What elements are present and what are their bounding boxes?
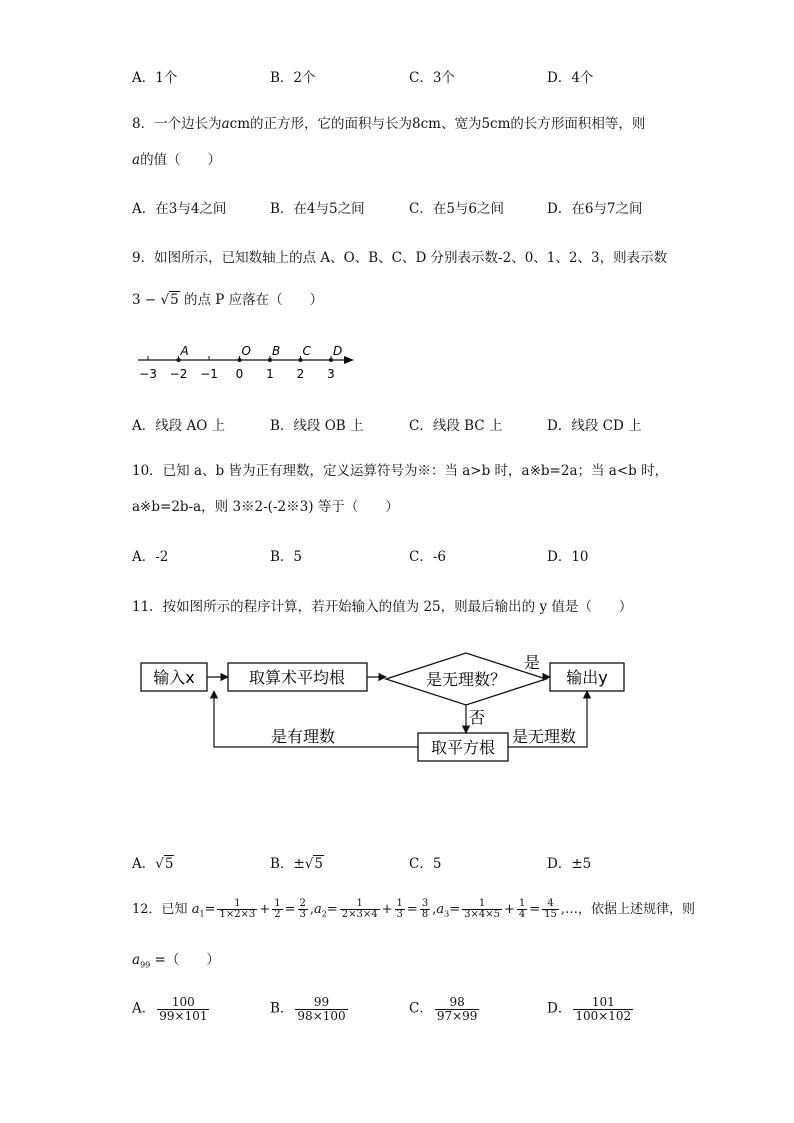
q11-option-a[interactable]: A．√5 (132, 856, 174, 872)
q9-stem-line2: 3 − √5 的点 P 应落在（ ） (132, 292, 324, 308)
number-line-point-label: B (272, 344, 281, 358)
number-line-point (177, 358, 181, 362)
q12-stem-line2: $a_{99}$ =（ ） (132, 952, 220, 970)
q7-option-d[interactable]: D．4个 (547, 70, 594, 86)
q10-options (132, 545, 692, 565)
q10-option-a[interactable]: A．-2 (132, 549, 169, 565)
number-line-tick-label: 3 (327, 367, 335, 381)
q12-options (132, 996, 692, 1032)
number-line-tick-label: −3 (139, 367, 157, 381)
number-line-point-label: A (180, 344, 189, 358)
q10-stem-line2: a※b=2b-a，则 3※2-(-2※3) 等于（ ） (132, 499, 399, 515)
q12-stem-line1: 12．已知 $a_1=$ $\frac{1}{1\times 2\times 3}$ + $\frac{1}{2}$ = $\frac{2}{3}$ $,a_2=$ $\frac{1}{2\times 3\times 4}$ + $\frac{1}{3}$ = $\frac{3}{8}$ $,a_3=$ $\frac{1}{3\times 4\times 5}$ + $\frac{1}{4}$ = $\frac{4}{15}$ ,…，依据上述规律，则 (132, 897, 696, 920)
q8-stem-line1: 8．一个边长为acm的正方形，它的面积与长为8cm、宽为5cm的长方形面积相等，则 (132, 116, 646, 132)
flow-sqrt-label: 取算术平均根 (248, 668, 346, 687)
number-line-point (299, 358, 303, 362)
q9-option-b[interactable]: B．线段 OB 上 (270, 418, 364, 434)
number-line-tick-label: 0 (235, 367, 244, 381)
q7-option-c[interactable]: C．3个 (409, 70, 455, 86)
q11-flowchart (136, 648, 626, 768)
flow-no-label: 否 (469, 708, 486, 727)
number-line-point (268, 358, 272, 362)
number-line-tick-label: −1 (200, 367, 218, 381)
q11-option-c[interactable]: C．5 (409, 856, 442, 872)
q9-option-a[interactable]: A．线段 AO 上 (132, 418, 226, 434)
q10-stem-line1: 10．已知 a、b 皆为正有理数，定义运算符号为※：当 a>b 时，a※b=2a；当 a<b 时， (132, 463, 669, 479)
flow-decision-label: 是无理数？ (425, 670, 507, 689)
q7-option-b[interactable]: B．2个 (270, 70, 316, 86)
flow-rational-label: 是有理数 (271, 727, 336, 746)
q10-option-c[interactable]: C．-6 (409, 549, 446, 565)
q12-option-d[interactable]: D． $\frac{101}{100\times 102}$ (547, 995, 632, 1023)
q11-option-d[interactable]: D．±5 (547, 856, 592, 872)
q8-option-b[interactable]: B．在4与5之间 (270, 201, 365, 217)
q8-option-c[interactable]: C．在5与6之间 (409, 201, 505, 217)
number-line-point-label: C (302, 344, 311, 358)
q9-option-d[interactable]: D．线段 CD 上 (547, 418, 642, 434)
number-line-tick-label: −2 (169, 367, 188, 381)
q8-stem-line2: a的值（ ） (132, 152, 222, 168)
q12-option-b[interactable]: B． $\frac{99}{98\times 100}$ (270, 995, 346, 1023)
q7-options (132, 66, 692, 86)
q9-number-line (132, 340, 362, 385)
number-line-point-label: D (333, 344, 343, 358)
number-line-point (329, 358, 333, 362)
q11-option-b[interactable]: B．±√5 (270, 856, 323, 872)
q10-option-b[interactable]: B．5 (270, 549, 303, 565)
flow-irrational-label: 是无理数 (512, 727, 577, 746)
q10-option-d[interactable]: D．10 (547, 549, 589, 565)
q8-option-d[interactable]: D．在6与7之间 (547, 201, 643, 217)
q7-option-a[interactable]: A．1个 (132, 70, 178, 86)
q11-stem: 11．按如图所示的程序计算，若开始输入的值为 25，则最后输出的 y 值是（ ） (132, 599, 633, 615)
number-line-point-label: O (241, 344, 251, 358)
q8-options (132, 197, 692, 217)
q9-option-c[interactable]: C．线段 BC 上 (409, 418, 503, 434)
number-line-tick-label: 1 (266, 367, 274, 381)
flow-output-label: 输出y (566, 668, 608, 687)
q12-option-a[interactable]: A． $\frac{100}{99\times 101}$ (132, 995, 208, 1023)
q9-options (132, 414, 692, 434)
q9-stem-line1: 9．如图所示，已知数轴上的点 A、O、B、C、D 分别表示数-2、0、1、2、3，则表示数 (132, 250, 668, 266)
q8-option-a[interactable]: A．在3与4之间 (132, 201, 227, 217)
number-line-tick-label: 2 (296, 367, 305, 381)
q11-options (132, 852, 692, 872)
flow-input-label: 输入x (153, 668, 195, 687)
number-line-point (238, 358, 242, 362)
flow-square-root-label: 取平方根 (430, 738, 496, 757)
flow-yes-label: 是 (524, 653, 541, 672)
q12-option-c[interactable]: C． $\frac{98}{97\times 99}$ (409, 995, 478, 1023)
